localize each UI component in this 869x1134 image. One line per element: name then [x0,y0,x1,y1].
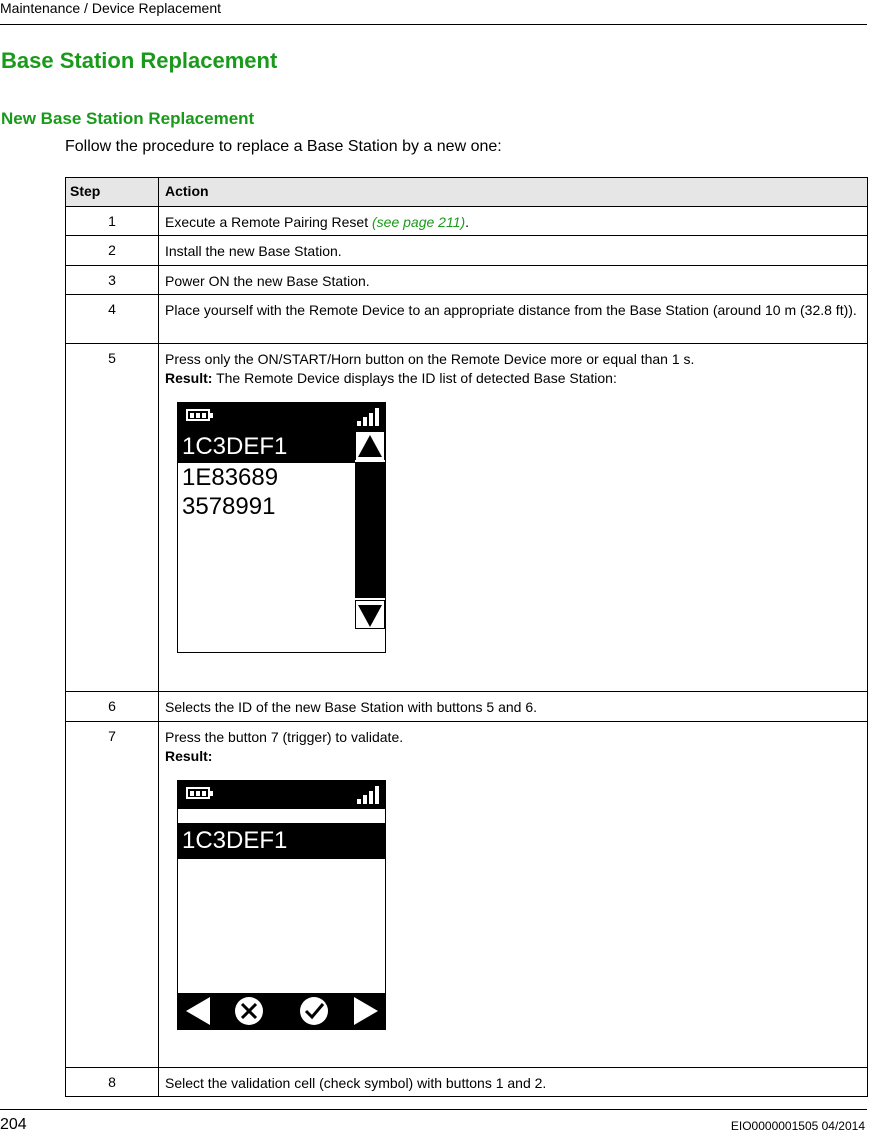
table-row [66,236,868,266]
selected-id: 1C3DEF1 [178,823,385,859]
id-list-item-selected[interactable]: 1C3DEF1 [178,431,355,463]
device-screen-id-list [177,402,386,653]
intro-text: Follow the procedure to replace a Base Station by a new one: [65,138,502,155]
header-divider [0,24,867,25]
result-label: Result: [165,748,213,764]
table-row [66,722,868,1068]
page-number: 204 [0,1116,27,1133]
footer-divider [0,1109,867,1110]
battery-icon [186,787,210,799]
column-header-step: Step [66,178,159,207]
action-text: Power ON the new Base Station. [159,266,868,295]
screen-status-bar [178,781,385,809]
step-number: 3 [66,266,159,295]
signal-strength-icon [357,408,379,426]
scrollbar[interactable] [355,431,385,629]
result-text: The Remote Device displays the ID list of detected Base Station: [212,370,617,386]
result-line [165,747,861,766]
action-bar-icons [178,993,385,1029]
action-text-part: Execute a Remote Pairing Reset [165,214,372,230]
table-header-row [66,178,868,207]
scroll-arrows-icon [355,431,385,629]
action-cell [159,722,868,1068]
left-arrow-icon [186,997,210,1025]
id-list-item[interactable]: 1E83689 [182,464,279,491]
id-list-item[interactable]: 3578991 [182,493,276,520]
column-header-action: Action [159,178,868,207]
table-row [66,266,868,295]
action-text [159,207,868,236]
action-text-part: . [465,214,470,230]
check-icon [300,997,328,1025]
result-line [165,369,861,388]
battery-icon [186,409,210,421]
action-text: Selects the ID of the new Base Station with buttons 5 and 6. [159,692,868,722]
signal-strength-icon [357,786,379,804]
right-arrow-icon [354,997,378,1025]
step-number: 4 [66,295,159,344]
table-row [66,1068,868,1097]
document-id: EIO0000001505 04/2014 [730,1119,865,1133]
table-row [66,295,868,344]
step-number: 2 [66,236,159,266]
action-text: Place yourself with the Remote Device to an appropriate distance from the Base Station (around 10 m (32.8 ft)). [159,295,868,344]
page-title: Base Station Replacement [1,48,278,73]
section-title: New Base Station Replacement [1,109,255,128]
result-label: Result: [165,370,213,386]
table-row [66,207,868,236]
action-cell [159,344,868,692]
page-link[interactable]: (see page 211) [372,214,466,230]
step-number: 8 [66,1068,159,1097]
table-row [66,692,868,722]
step-number: 1 [66,207,159,236]
step-number: 7 [66,722,159,1068]
breadcrumb: Maintenance / Device Replacement [0,0,222,16]
action-text: Press the button 7 (trigger) to validate. [165,729,404,745]
action-text: Select the validation cell (check symbol) with buttons 1 and 2. [159,1068,868,1097]
step-number: 5 [66,344,159,692]
screen-action-bar [178,993,385,1029]
table-row [66,344,868,692]
screen-status-bar [178,403,385,431]
action-text: Press only the ON/START/Horn button on the Remote Device more or equal than 1 s. [165,351,695,367]
procedure-table [65,177,868,1097]
step-number: 6 [66,692,159,722]
action-text: Install the new Base Station. [159,236,868,266]
device-screen-confirm [177,780,386,1030]
